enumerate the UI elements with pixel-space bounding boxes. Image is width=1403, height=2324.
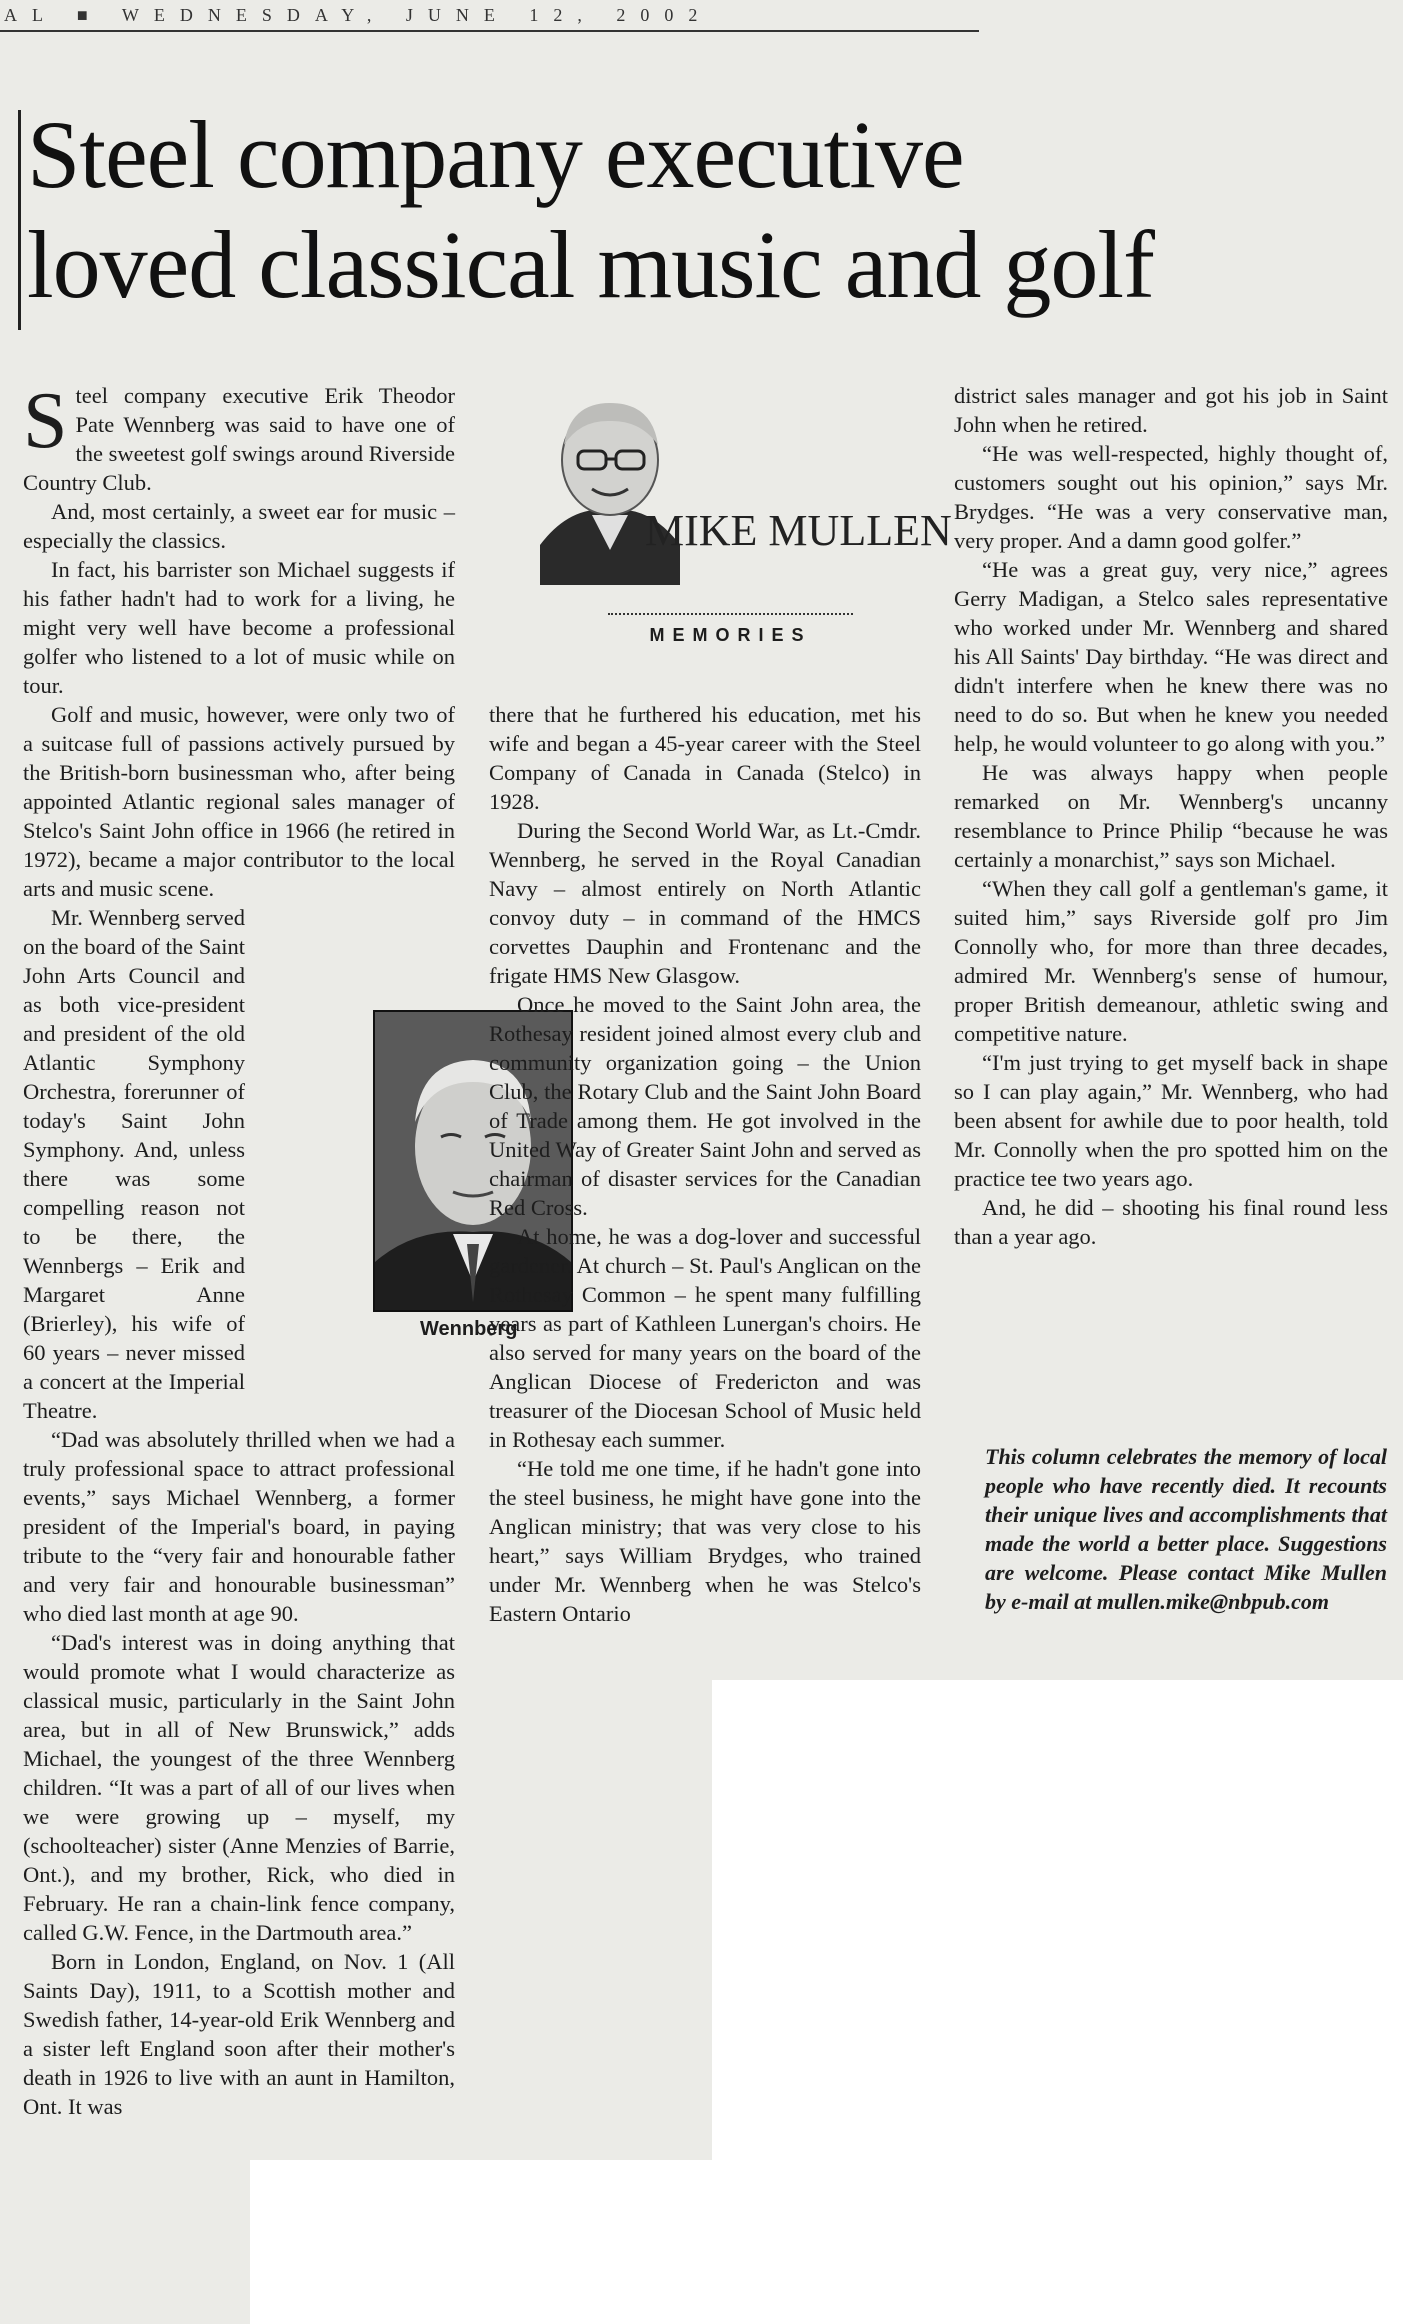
paragraph: During the Second World War, as Lt.-Cmdr. Wennberg, he served in the Royal Canadian Navy – almost entirely on North Atlantic convoy duty – in command of the HMCS corvettes Dauphin and Frontenanc and the frigate HMS New Glasgow. [489,818,921,988]
columnist-name: MIKE MULLEN [645,506,952,555]
paragraph: “Dad was absolutely thrilled when we had a truly professional space to attract professional events,” says Michael Wennberg, a former president of the Imperial's board, in paying tribute to the “very fair and honourable father and very fair and honourable businessman” who died last month at age 90. [23,1427,455,1626]
drop-cap: S [23,377,68,465]
paragraph: “I'm just trying to get myself back in shape so I can play again,” Mr. Wennberg, who had been absent for awhile due to poor health, told Mr. Connolly when the pro spotted him on the practice tee two years ago. [954,1050,1388,1191]
column-section-title: MEMORIES [608,613,853,646]
paragraph: He was always happy when people remarked on Mr. Wennberg's uncanny resemblance to Prince Philip “because he was certainly a monarchist,” says son Michael. [954,760,1388,872]
paragraph [23,377,455,497]
photo-caption: Wennberg [420,1318,518,1340]
article-column-1 [23,377,455,2121]
paragraph: Born in London, England, on Nov. 1 (All Saints Day), 1911, to a Scottish mother and Swedish father, 14-year-old Erik Wennberg and a sister left England soon after their mother's death in 1926 to live with an aunt in Hamilton, Ont. It was [23,1949,455,2119]
article-column-3 [954,381,1388,1251]
clipping-background-bottom [0,2160,250,2324]
paragraph: “When they call golf a gentleman's game, it suited him,” says Riverside golf pro Jim Connolly who, for more than three decades, admired Mr. Wennberg's sense of humour, proper British demeanour, athletic swing and competitive nature. [954,876,1388,1046]
paragraph: “He was well-respected, highly thought of, customers sought out his opinion,” says Mr. Brydges. “He was a very conservative man, very proper. And a damn good golfer.” [954,441,1388,553]
paragraph: district sales manager and got his job in Saint John when he retired. [954,383,1388,437]
paragraph: there that he furthered his education, met his wife and began a 45-year career with the Steel Company of Canada in Canada (Stelco) in 1928. [489,702,921,814]
paragraph: Golf and music, however, were only two of a suitcase full of passions actively pursued by the British-born businessman who, after being appointed Atlantic regional sales manager of Stelco's Saint John office in 1966 (he retired in 1972), became a major contributor to the local arts and music scene. [23,702,455,901]
column-tagline: This column celebrates the memory of local people who have recently died. It recounts their unique lives and accomplishments that made the world a better place. Suggestions are welcome. Please contact Mike Mullen by e-mail at mullen.mike@nbpub.com [985,1444,1387,1614]
column-rule [18,110,21,330]
paragraph: And, most certainly, a sweet ear for music – especially the classics. [23,499,455,553]
article-column-2 [489,700,921,1628]
newspaper-masthead: AL ■ WEDNESDAY, JUNE 12, 2002 [0,0,979,32]
headline-line-2: loved classical music and golf [27,211,1155,318]
paragraph: In fact, his barrister son Michael suggests if his father hadn't had to work for a living, he might very well have become a professional golfer who listened to a lot of music while on tour. [23,557,455,698]
paragraph: Mr. Wennberg served on the board of the Saint John Arts Council and as both vice-president and president of the old Atlantic Symphony Orchestra, forerunner of today's Saint John Symphony. And, unless there was some compelling reason not to be there, the Wennbergs – Erik and Margaret Anne (Brierley), his wife of 60 years – never missed a concert at the Imperial Theatre. [23,905,245,1423]
paragraph: Once he moved to the Saint John area, the Rothesay resident joined almost every club and community organization going – the Union Club, the Rotary Club and the Saint John Board of Trade among them. He got involved in the United Way of Greater Saint John and served as chairman of disaster services for the Canadian Red Cross. [489,992,921,1220]
columnist-photo [530,385,690,585]
paragraph: “He told me one time, if he hadn't gone into the steel business, he might have gone into the Anglican ministry; that was very close to his heart,” says William Brydges, who trained under Mr. Wennberg when he was Stelco's Eastern Ontario [489,1456,921,1626]
paragraph: “Dad's interest was in doing anything that would promote what I would characterize as classical music, particularly in the Saint John area, but in all of New Brunswick,” adds Michael, the youngest of the three Wennberg children. “It was a part of all of our lives when we were growing up – myself, my (schoolteacher) sister (Anne Menzies of Barrie, Ont.), and my brother, Rick, who died in February. He ran a chain-link fence company, called G.W. Fence, in the Dartmouth area.” [23,1630,455,1945]
paragraph: “He was a great guy, very nice,” agrees Gerry Madigan, a Stelco sales representative who worked under Mr. Wennberg and shared his All Saints' Day birthday. “He was direct and didn't interfere when he knew there was no need to do so. But when he knew you needed help, he would volunteer to go along with you.” [954,557,1388,756]
paragraph: At home, he was a dog-lover and successful gardener. At church – St. Paul's Anglican on the Rothesay Common – he spent many fulfilling years as part of Kathleen Lunergan's choirs. He also served for many years on the board of the Anglican Diocese of Fredericton and was treasurer of the Diocesan School of Music held in Rothesay each summer. [489,1224,921,1452]
paragraph: And, he did – shooting his final round less than a year ago. [954,1195,1388,1249]
article-headline [27,100,1397,320]
headline-line-1: Steel company executive [27,101,964,208]
paragraph-text: teel company executive Erik Theodor Pate Wennberg was said to have one of the sweetest golf swings around Riverside Country Club. [23,383,455,495]
